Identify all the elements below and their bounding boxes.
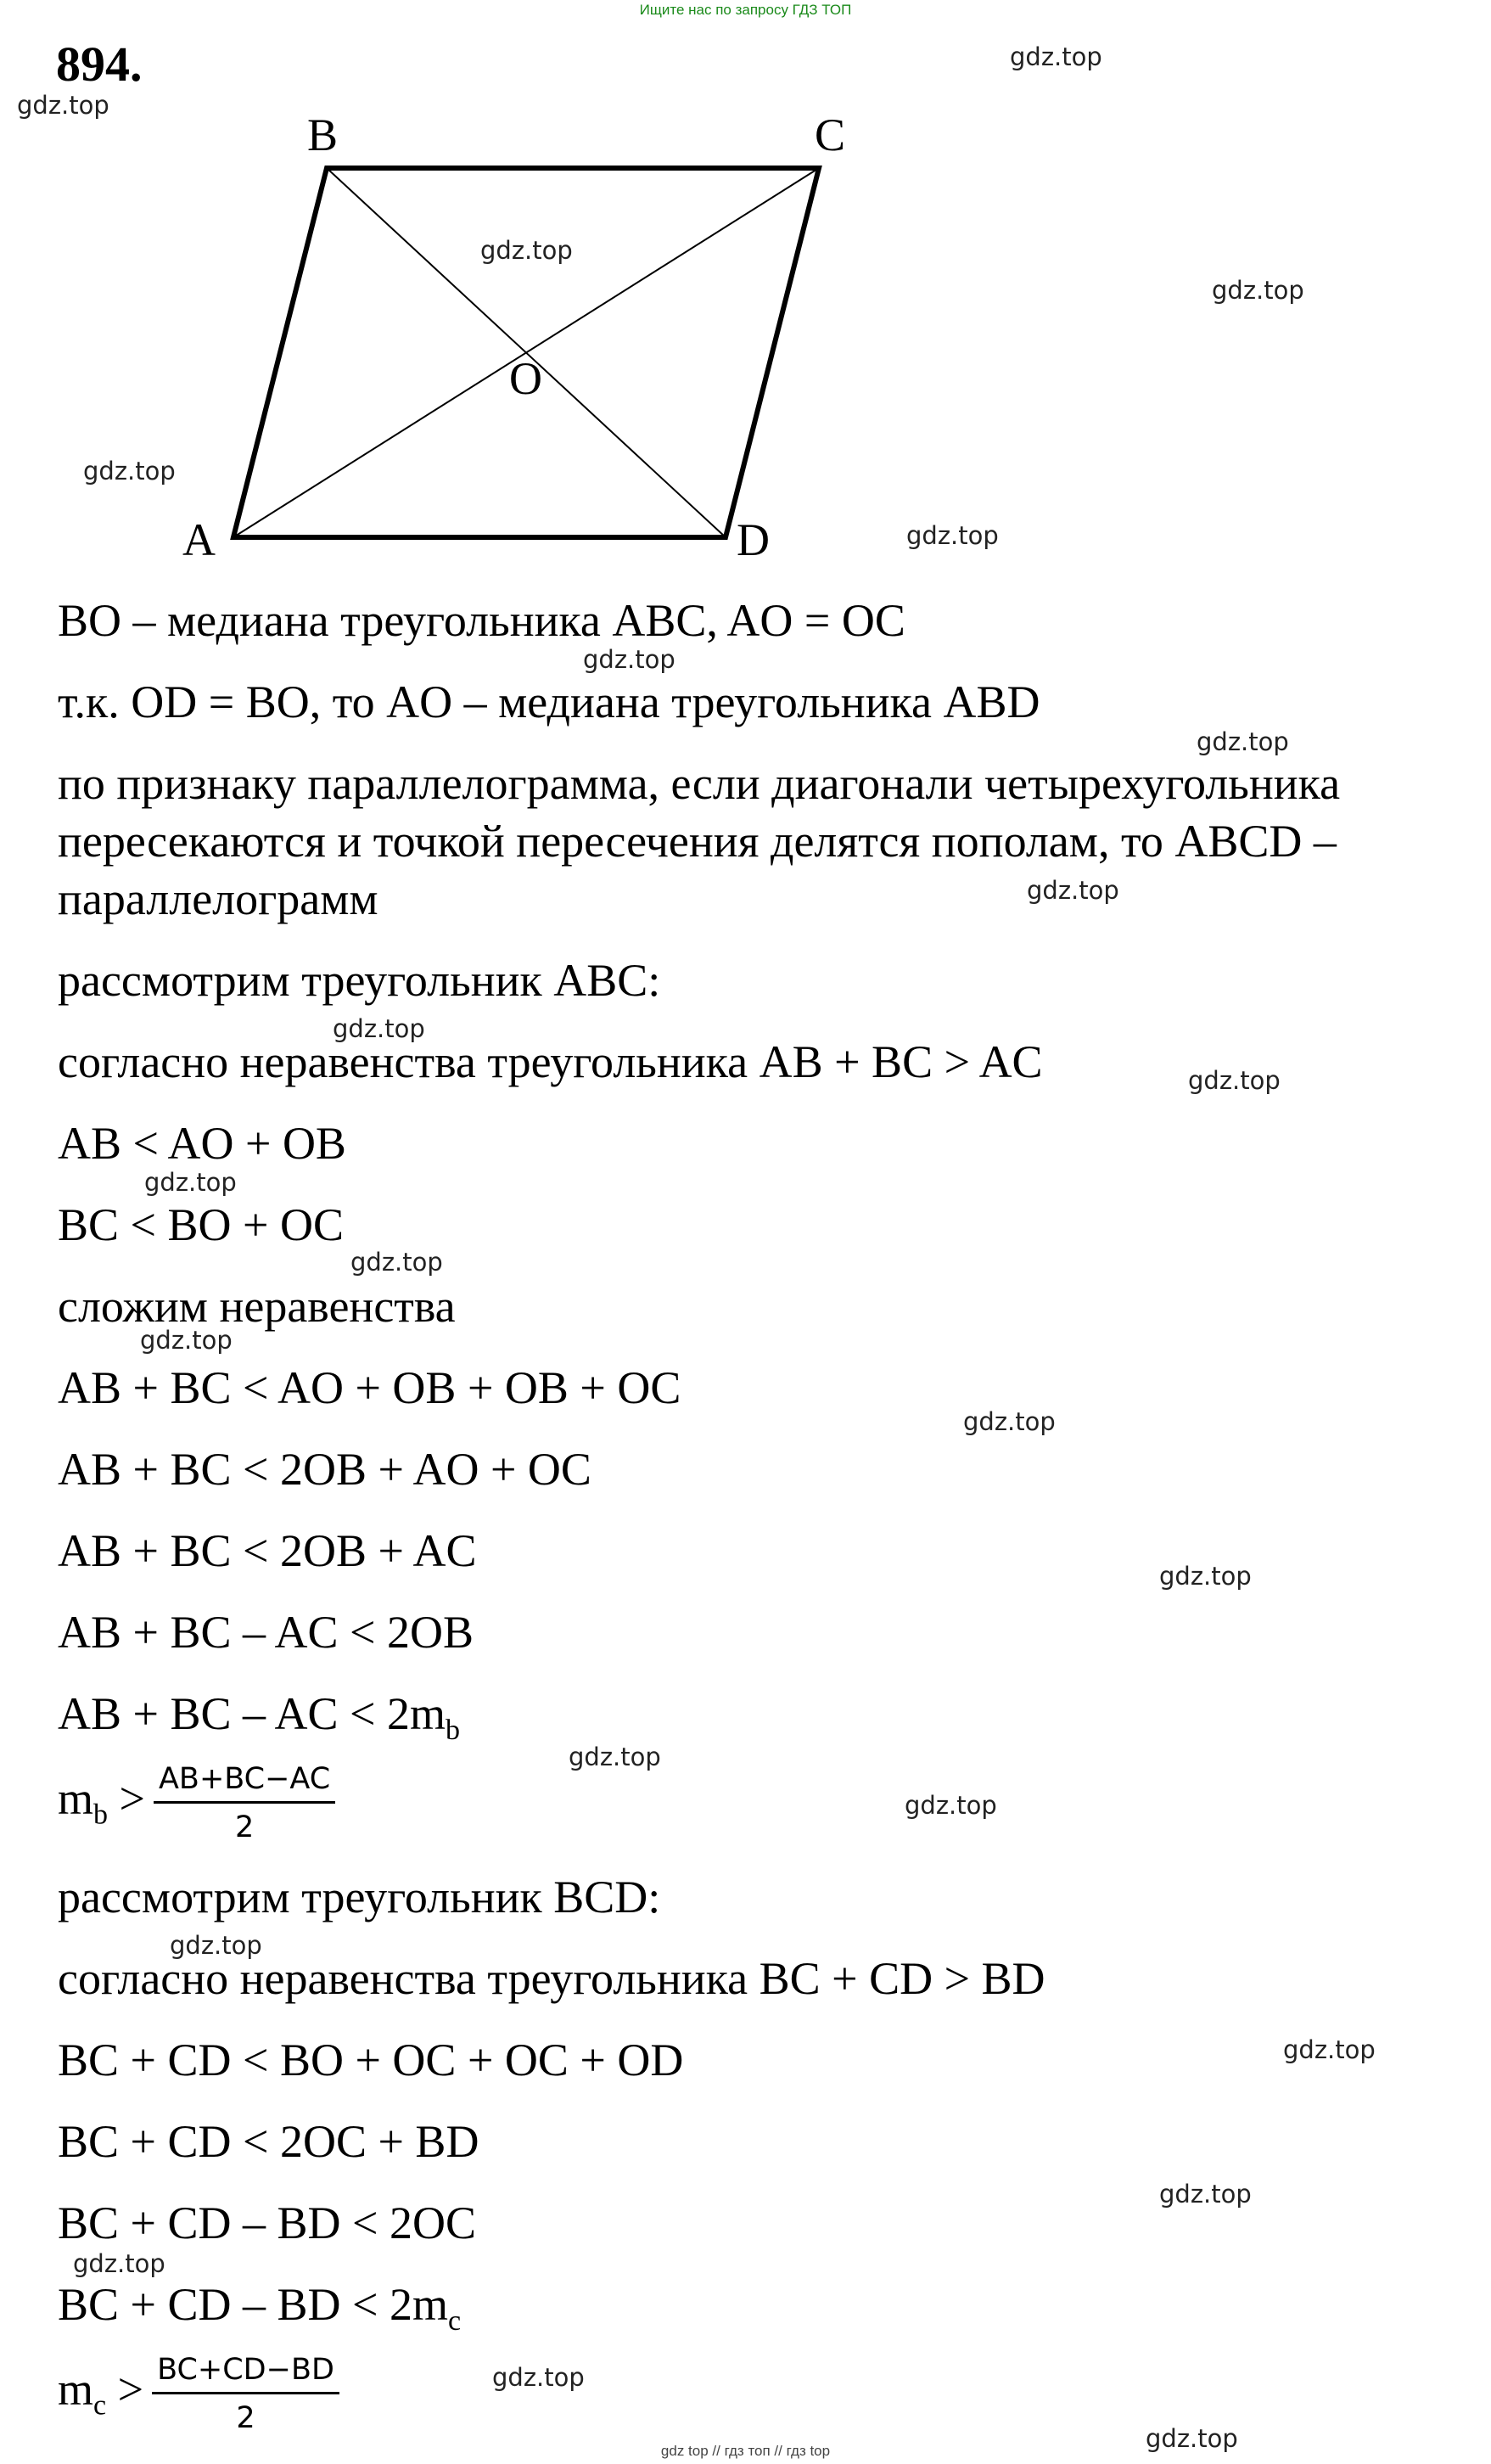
watermark: gdz.top [73, 2249, 165, 2278]
watermark: gdz.top [144, 1168, 237, 1197]
relation: > [108, 1772, 145, 1824]
solution-line: пересекаются и точкой пересечения делятся пополам, то ABCD – [58, 816, 1337, 867]
watermark: gdz.top [17, 91, 109, 120]
solution-line [58, 2278, 461, 2338]
bottom-banner: gdz top // гдз топ // гдз top [660, 2443, 831, 2459]
watermark: gdz.top [963, 1407, 1056, 1436]
solution-line: AB + BC – AC < 2OB [58, 1607, 474, 1658]
solution-line: согласно неравенства треугольника BC + CD > BD [58, 1953, 1045, 2004]
watermark: gdz.top [906, 521, 999, 550]
watermark: gdz.top [1197, 727, 1289, 756]
watermark: gdz.top [1188, 1066, 1281, 1095]
solution-line: BC + CD – BD < 2OC [58, 2197, 476, 2248]
fraction-denominator: 2 [236, 2401, 255, 2435]
fraction [152, 2353, 339, 2435]
watermark: gdz.top [1159, 2180, 1252, 2209]
watermark: gdz.top [350, 1248, 443, 1277]
watermark: gdz.top [1283, 2035, 1376, 2064]
watermark: gdz.top [905, 1791, 997, 1820]
vertex-d-label: D [737, 514, 770, 565]
fraction-line [58, 1762, 335, 1844]
point-o-label: O [509, 353, 542, 404]
solution-line: AB + BC < 2OB + AC [58, 1525, 477, 1576]
problem-number: 894. [56, 36, 143, 92]
watermark: gdz.top [333, 1014, 425, 1043]
inequality-text: BC + CD – BD < 2m [58, 2279, 448, 2330]
solution-line: AB + BC < AO + OB + OB + OC [58, 1362, 681, 1413]
solution-line: согласно неравенства треугольника AB + BC > AC [58, 1036, 1043, 1087]
watermark: gdz.top [170, 1931, 262, 1960]
fraction-denominator: 2 [234, 1810, 255, 1844]
solution-line: BC + CD < 2OC + BD [58, 2116, 479, 2167]
solution-line: AB + BC < 2OB + AO + OC [58, 1444, 591, 1495]
subscript: c [447, 2304, 462, 2337]
fraction-line [58, 2353, 339, 2435]
watermark: gdz.top [583, 645, 675, 674]
watermark: gdz.top [1010, 42, 1102, 71]
watermark: gdz.top [83, 457, 176, 486]
median-symbol: m [58, 2363, 94, 2415]
solution-line: рассмотрим треугольник ABC: [58, 955, 661, 1006]
solution-line: BO – медиана треугольника ABC, AO = OC [58, 595, 905, 646]
solution-line: параллелограмм [58, 873, 378, 924]
solution-line: BC < BO + OC [58, 1199, 344, 1250]
solution-line: AB < AO + OB [58, 1118, 346, 1169]
watermark: gdz.top [1212, 276, 1304, 305]
solution-line [58, 1687, 460, 1747]
fraction-numerator: AB+BC−AC [154, 1762, 335, 1804]
solution-line: BC + CD < BO + OC + OC + OD [58, 2035, 684, 2085]
fraction [154, 1762, 335, 1844]
subscript: b [446, 1714, 460, 1746]
solution-line: по признаку параллелограмма, если диагонали четырехугольника [58, 758, 1341, 809]
watermark: gdz.top [569, 1743, 661, 1771]
watermark: gdz.top [1146, 2424, 1238, 2453]
solution-line: т.к. OD = BO, то AO – медиана треугольника ABD [58, 676, 1040, 727]
subscript: b [93, 1799, 109, 1831]
fraction-numerator: BC+CD−BD [152, 2353, 339, 2394]
solution-line: рассмотрим треугольник BCD: [58, 1872, 661, 1922]
top-banner: Ищите нас по запросу ГДЗ ТОП [639, 2, 852, 18]
watermark: gdz.top [480, 236, 573, 265]
relation: > [106, 2363, 144, 2415]
median-symbol: m [58, 1772, 94, 1824]
vertex-a-label: A [182, 514, 216, 565]
watermark: gdz.top [140, 1326, 233, 1355]
inequality-text: AB + BC – AC < 2m [58, 1688, 446, 1739]
watermark: gdz.top [1159, 1562, 1252, 1591]
watermark: gdz.top [1027, 876, 1119, 905]
solution-line: сложим неравенства [58, 1281, 456, 1332]
subscript: c [93, 2389, 107, 2422]
vertex-b-label: B [307, 109, 339, 160]
vertex-c-label: C [815, 109, 846, 160]
watermark: gdz.top [492, 2363, 585, 2392]
